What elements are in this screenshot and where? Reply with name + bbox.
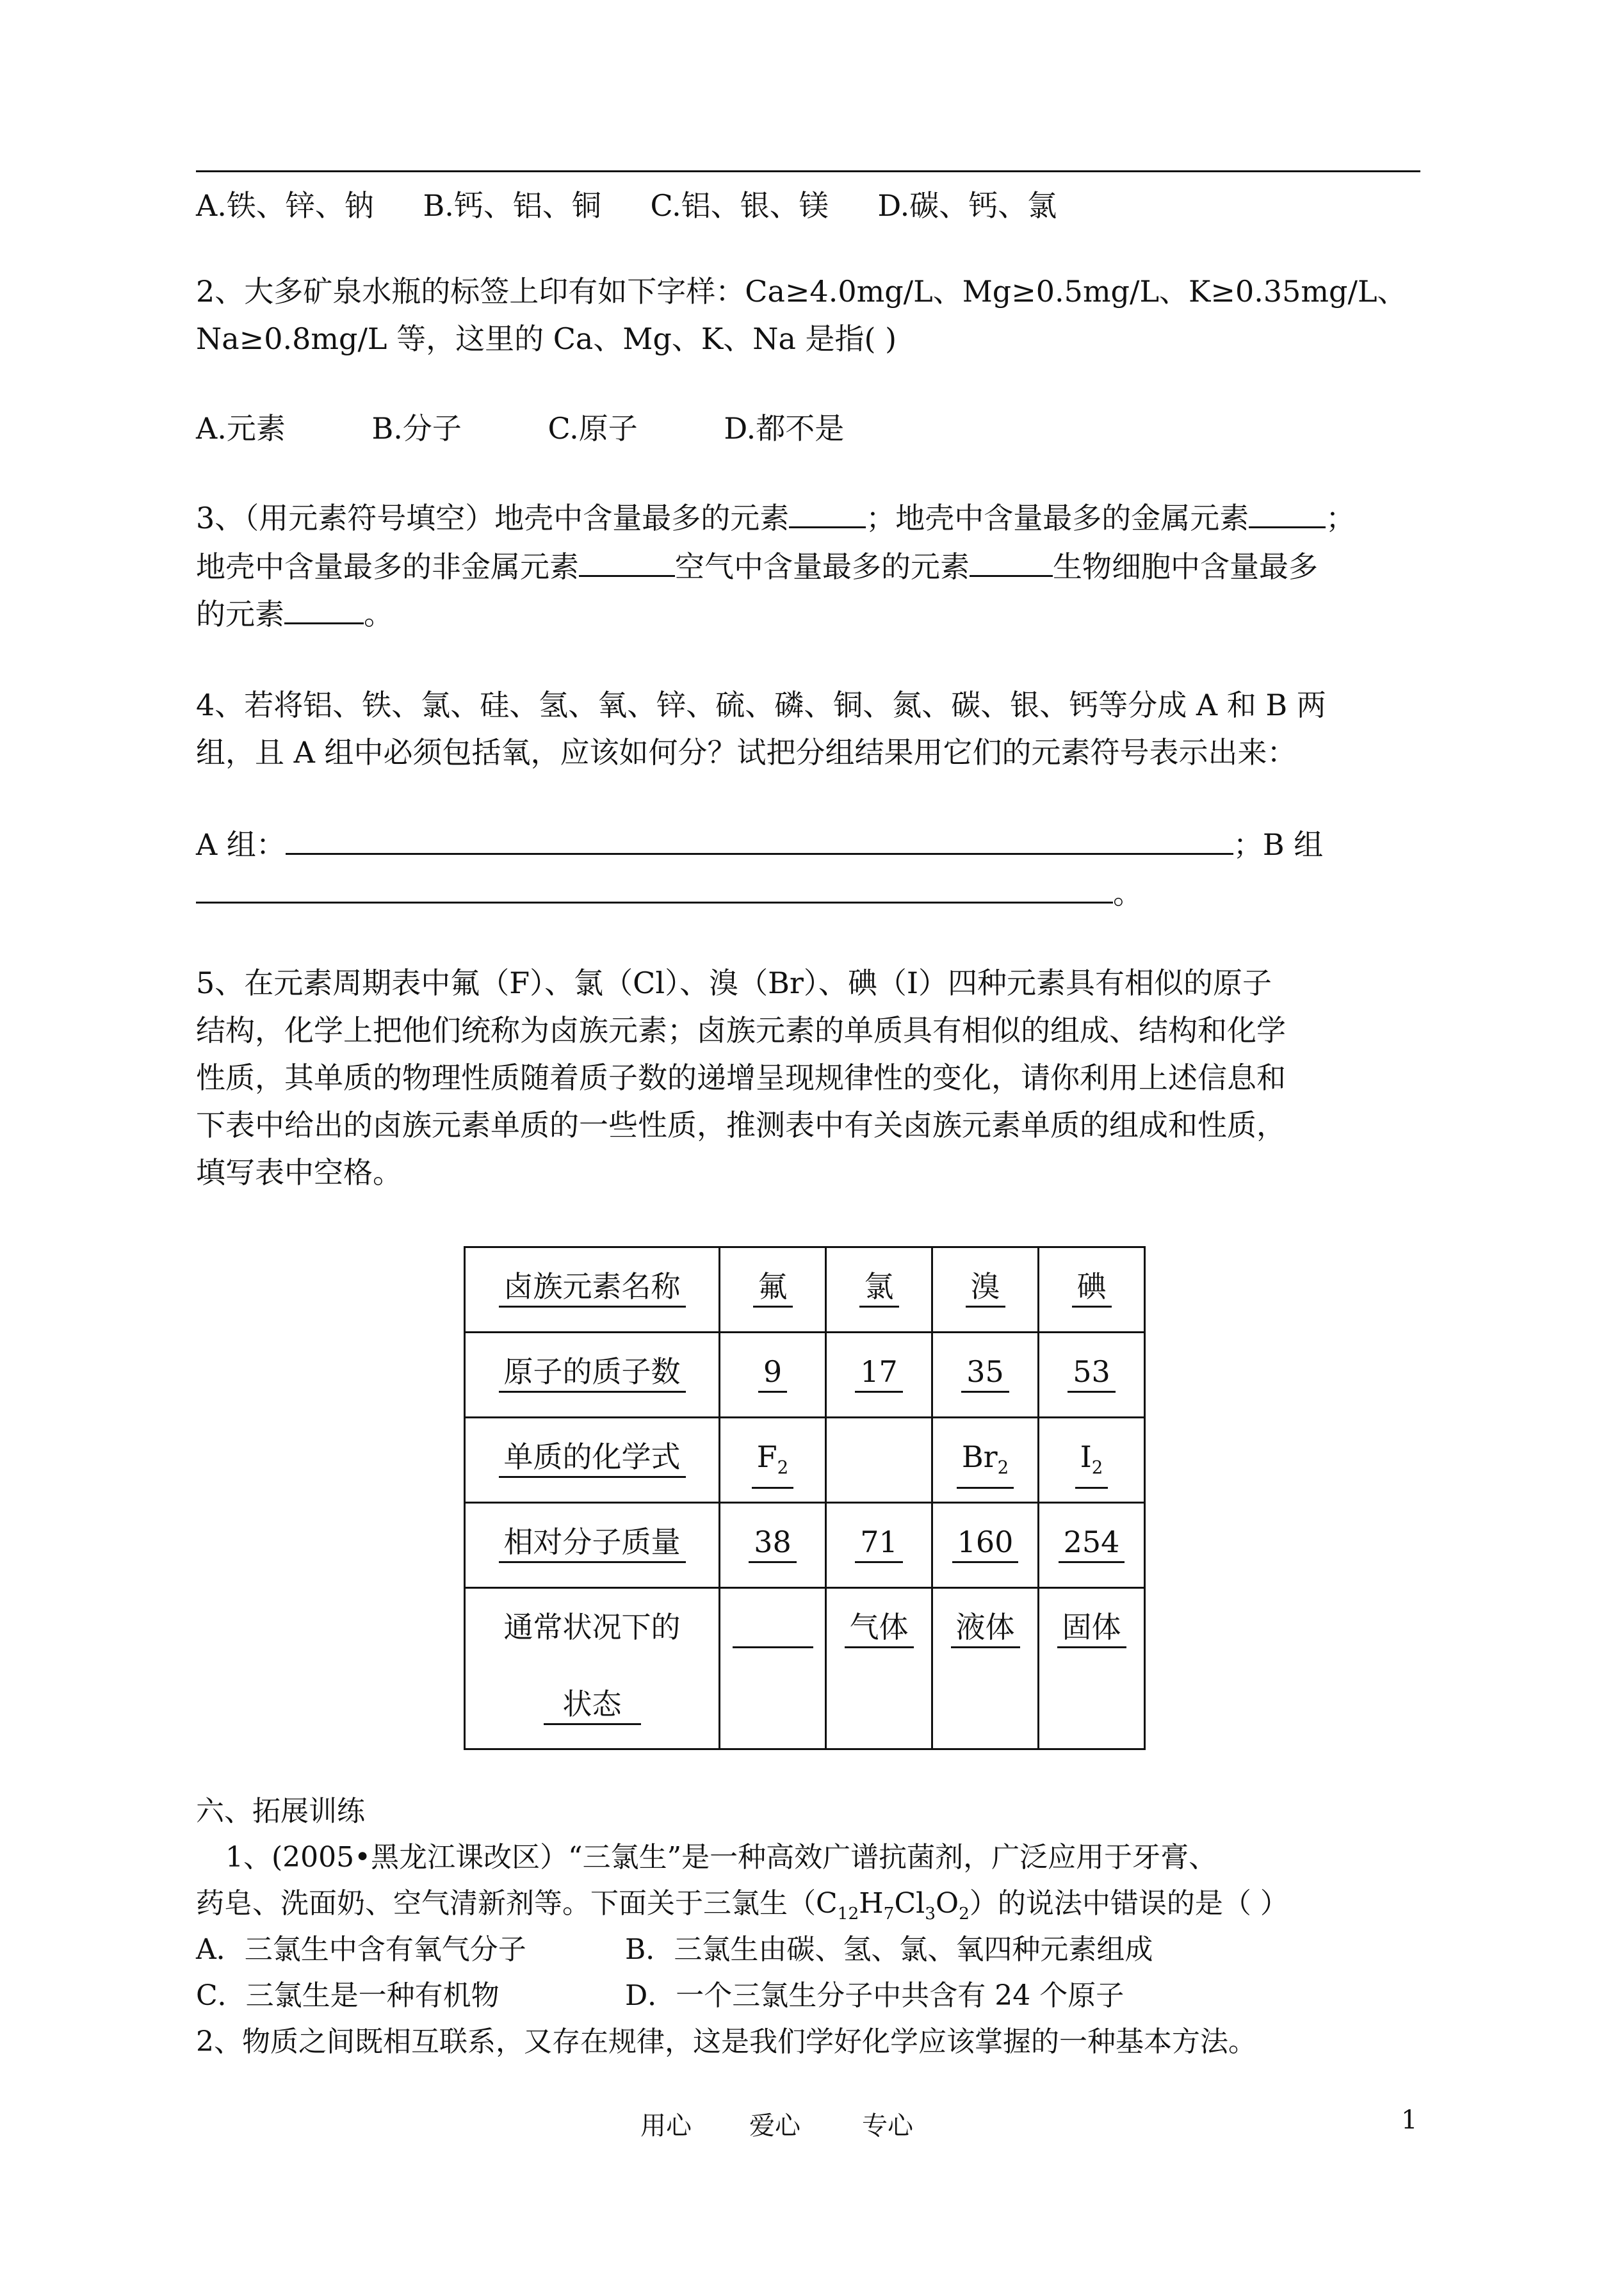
row-label-state-1: 通常状况下的 [503, 1610, 681, 1644]
mass-f: 38 [749, 1523, 797, 1563]
s6-option-a: A．三氯生中含有氧气分子 [196, 1933, 526, 1966]
table-cell [932, 1333, 1039, 1418]
q2-options [196, 410, 884, 447]
formula-br-sub: 2 [997, 1457, 1009, 1479]
halogen-table [464, 1246, 1146, 1750]
row-label-state-2: 状态 [544, 1685, 641, 1725]
table-cell [826, 1588, 932, 1749]
formula-i-symbol: I [1080, 1439, 1092, 1474]
row-label-proton: 原子的质子数 [499, 1352, 686, 1393]
table-cell [465, 1503, 720, 1588]
state-br: 液体 [951, 1608, 1020, 1648]
table-cell [465, 1247, 720, 1333]
s6-q1-line2-b: ）的说法中错误的是（ ） [969, 1887, 1288, 1920]
footer-word-1: 用心 [640, 2111, 692, 2141]
proton-f: 9 [758, 1352, 787, 1393]
footer-word-3: 专心 [862, 2111, 913, 2141]
mass-br: 160 [952, 1523, 1019, 1563]
mass-cl: 71 [855, 1523, 903, 1563]
formula-i-sub: 2 [1091, 1457, 1103, 1479]
s6-q1-options-cd [196, 1977, 1124, 2015]
s6-option-c: C．三氯生是一种有机物 [196, 1979, 499, 2012]
q3-text-5: 空气中含量最多的元素 [675, 549, 970, 584]
element-iodine: 碘 [1072, 1267, 1112, 1308]
formula-sub-3: 3 [925, 1903, 936, 1924]
row-label-mass: 相对分子质量 [499, 1523, 686, 1563]
q3-text-8: 。 [364, 597, 393, 631]
q3-blank-1[interactable] [789, 501, 866, 528]
q2-line1: 2、大多矿泉水瓶的标签上印有如下字样：Ca≥4.0mg/L、Mg≥0.5mg/L、K≥0.35mg/L、 [196, 274, 1407, 309]
q5-line1: 5、在元素周期表中氟（F）、氯（Cl）、溴（Br）、碘（I）四种元素具有相似的原子 [196, 966, 1272, 1000]
table-cell [932, 1418, 1039, 1503]
state-cl: 气体 [845, 1608, 914, 1648]
table-cell [932, 1247, 1039, 1333]
q3-text-4: 地壳中含量最多的非金属元素 [196, 549, 579, 584]
s6-q2-line: 2、物质之间既相互联系，又存在规律，这是我们学好化学应该掌握的一种基本方法。 [196, 2025, 1256, 2058]
proton-br: 35 [961, 1352, 1009, 1393]
table-cell [720, 1588, 826, 1749]
q4-group-b-label: ；B 组 [1233, 827, 1324, 862]
table-cell [826, 1418, 932, 1503]
q4-line1: 4、若将铝、铁、氯、硅、氢、氧、锌、硫、磷、铜、氮、碳、银、钙等分成 A 和 B 两 [196, 688, 1326, 722]
state-i: 固体 [1057, 1608, 1126, 1648]
q5-line2: 结构，化学上把他们统称为卤族元素；卤族元素的单质具有相似的组成、结构和化学 [196, 1013, 1286, 1048]
q3-text-2: ；地壳中含量最多的金属元素 [866, 501, 1249, 535]
table-cell [1039, 1503, 1145, 1588]
table-cell [932, 1503, 1039, 1588]
table-cell [720, 1333, 826, 1418]
table-cell [720, 1247, 826, 1333]
q2-option-c: C.原子 [548, 411, 638, 446]
formula-h: H [859, 1887, 884, 1920]
q1-options [196, 187, 1096, 224]
q1-option-c: C.铝、银、镁 [650, 188, 829, 223]
table-cell [826, 1333, 932, 1418]
table-cell [465, 1333, 720, 1418]
page-number: 1 [1401, 2105, 1418, 2135]
element-chlorine: 氯 [859, 1267, 899, 1308]
q3-blank-3[interactable] [579, 549, 675, 577]
s6-option-d: D．一个三氯生分子中共含有 24 个原子 [625, 1979, 1125, 2012]
q3-text-1: 3、（用元素符号填空）地壳中含量最多的元素 [196, 501, 790, 535]
formula-br-symbol: Br [961, 1439, 998, 1474]
q2-option-a: A.元素 [196, 411, 286, 446]
q1-option-d: D.碳、钙、氯 [877, 188, 1057, 223]
table-cell [1039, 1247, 1145, 1333]
proton-cl: 17 [855, 1352, 903, 1393]
section6-title: 六、拓展训练 [196, 1795, 365, 1828]
row-label-name: 卤族元素名称 [499, 1267, 686, 1308]
q3-blank-4[interactable] [970, 549, 1053, 577]
element-bromine: 溴 [966, 1267, 1005, 1308]
formula-sub-2: 2 [959, 1903, 970, 1924]
s6-q1-line2 [196, 1885, 1288, 1933]
q4-end: 。 [1113, 876, 1142, 911]
table-cell [1039, 1333, 1145, 1418]
s6-q1-line2-a: 药皂、洗面奶、空气清新剂等。下面关于三氯生（C [196, 1887, 838, 1920]
formula-sub-7: 7 [883, 1903, 895, 1924]
formula-f [752, 1438, 793, 1489]
row-label-formula: 单质的化学式 [499, 1438, 686, 1478]
q2-option-d: D.都不是 [724, 411, 845, 446]
formula-o: O [935, 1887, 959, 1920]
table-cell [465, 1418, 720, 1503]
formula-sub-12: 12 [837, 1903, 859, 1924]
element-fluorine: 氟 [753, 1267, 793, 1308]
formula-f-sub: 2 [777, 1457, 789, 1479]
formula-f-symbol: F [756, 1439, 777, 1474]
table-row [465, 1418, 1145, 1503]
mass-i: 254 [1059, 1523, 1125, 1563]
q5-line5: 填写表中空格。 [196, 1155, 402, 1190]
table-cell [720, 1503, 826, 1588]
table-cell [826, 1503, 932, 1588]
q3-text-3: ； [1326, 501, 1356, 535]
header-rule [196, 170, 1420, 172]
q3-blank-2[interactable] [1249, 501, 1326, 528]
table-cell [826, 1247, 932, 1333]
table-cell [465, 1588, 720, 1749]
q4-group-a-blank[interactable] [286, 827, 1233, 855]
table-row [465, 1333, 1145, 1418]
q3-line2 [196, 548, 1318, 585]
s6-q1-options-ab [196, 1931, 1153, 1968]
q3-line3 [196, 596, 393, 633]
row-label-state [466, 1608, 719, 1725]
q3-line1 [196, 499, 1355, 537]
table-cell [1039, 1418, 1145, 1503]
s6-option-b: B．三氯生由碳、氢、氯、氧四种元素组成 [625, 1933, 1153, 1966]
table-cell [720, 1418, 826, 1503]
q5-line4: 下表中给出的卤族元素单质的一些性质，推测表中有关卤族元素单质的组成和性质， [196, 1108, 1286, 1142]
state-f-blank[interactable] [733, 1608, 813, 1648]
footer-word-2: 爱心 [749, 2111, 800, 2141]
proton-i: 53 [1068, 1352, 1116, 1393]
q3-blank-5[interactable] [284, 597, 364, 624]
q1-option-a: A.铁、锌、钠 [196, 188, 374, 223]
table-cell [932, 1588, 1039, 1749]
q3-text-6: 生物细胞中含量最多 [1053, 549, 1318, 584]
q4-group-line [196, 826, 1323, 863]
q4-group-b-line [196, 875, 1142, 912]
s6-q1-line1: 1、(2005•黑龙江课改区）“三氯生”是一种高效广谱抗菌剂，广泛应用于牙膏、 [225, 1841, 1217, 1874]
q4-line2: 组，且 A 组中必须包括氧，应该如何分？试把分组结果用它们的元素符号表示出来： [196, 735, 1297, 770]
formula-i [1075, 1438, 1108, 1489]
table-cell [1039, 1588, 1145, 1749]
table-row [465, 1503, 1145, 1588]
q3-text-7: 的元素 [196, 597, 284, 631]
q2-line2: Na≥0.8mg/L 等，这里的 Ca、Mg、K、Na 是指( ) [196, 321, 897, 356]
table-row [465, 1588, 1145, 1749]
formula-cl: Cl [894, 1887, 925, 1920]
q4-group-a-label: A 组： [196, 827, 286, 862]
q2-option-b: B.分子 [371, 411, 462, 446]
q5-line3: 性质，其单质的物理性质随着质子数的递增呈现规律性的变化，请你利用上述信息和 [196, 1060, 1286, 1095]
q1-option-b: B.钙、铝、铜 [423, 188, 601, 223]
formula-br [957, 1438, 1014, 1489]
q4-group-b-blank[interactable] [196, 876, 1113, 904]
table-row [465, 1247, 1145, 1333]
